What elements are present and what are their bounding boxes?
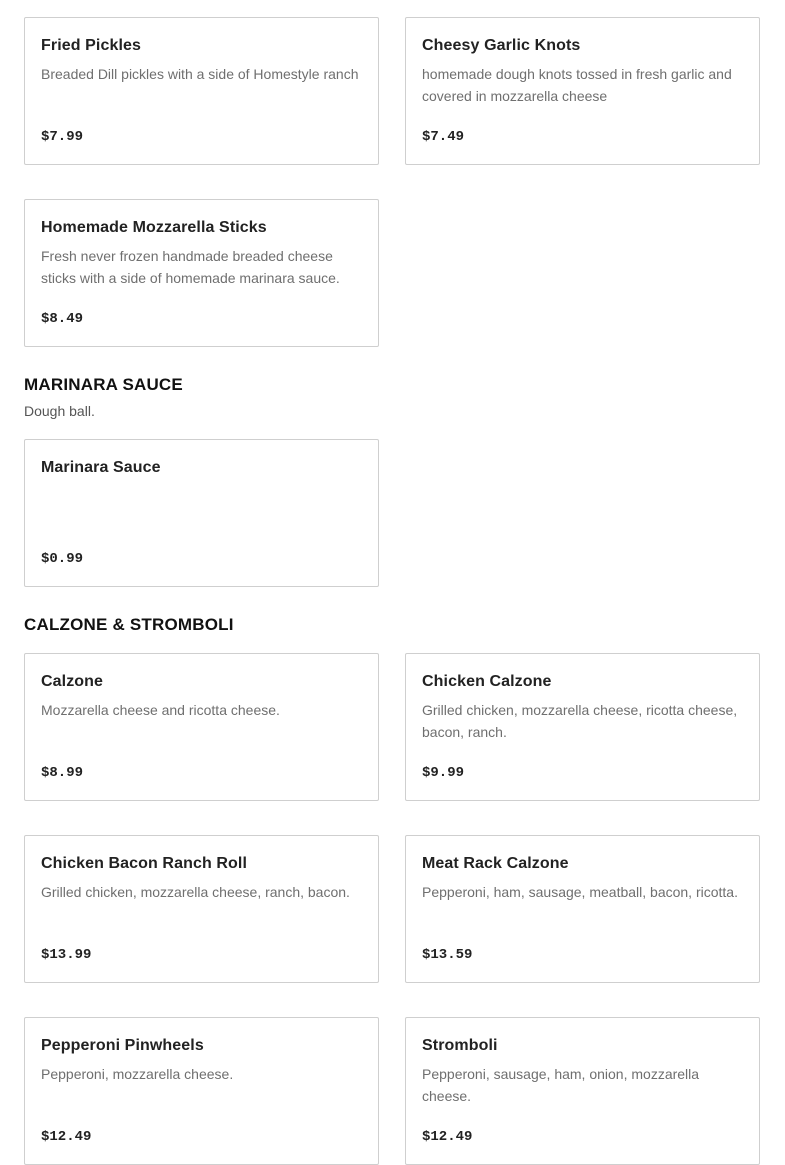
menu-item-name: Chicken Calzone — [422, 673, 552, 690]
menu-item-card-cheesy-garlic-knots[interactable] — [405, 17, 760, 165]
menu-item-description: Pepperoni, ham, sausage, meatball, bacon, ricotta. — [422, 884, 738, 900]
menu-item-price: $13.99 — [41, 947, 92, 963]
menu-item-name: Calzone — [41, 673, 104, 690]
menu-item-description: homemade dough knots tossed in fresh garlic and covered in mozzarella cheese — [422, 66, 732, 104]
menu-item-price: $9.99 — [422, 765, 465, 781]
section-title-marinara-sauce: MARINARA SAUCE — [24, 375, 183, 394]
menu-item-card-calzone[interactable] — [24, 653, 379, 801]
menu-item-description: Grilled chicken, mozzarella cheese, ranch, bacon. — [41, 884, 350, 900]
menu-item-price: $12.49 — [422, 1129, 473, 1145]
menu-item-description: Breaded Dill pickles with a side of Homestyle ranch — [41, 66, 359, 82]
menu-item-name: Cheesy Garlic Knots — [422, 37, 581, 54]
menu-item-price: $8.99 — [41, 765, 84, 781]
menu-item-price: $7.99 — [41, 129, 84, 145]
menu-item-card-stromboli[interactable] — [405, 1017, 760, 1165]
menu-item-name: Marinara Sauce — [41, 459, 161, 476]
menu-item-name: Stromboli — [422, 1037, 498, 1054]
section-subtitle-marinara-sauce: Dough ball. — [24, 403, 95, 419]
menu-item-name: Pepperoni Pinwheels — [41, 1037, 204, 1054]
menu-item-card-marinara-sauce[interactable] — [24, 439, 379, 587]
menu-item-card-meat-rack-calzone[interactable] — [405, 835, 760, 983]
menu-item-card-fried-pickles[interactable] — [24, 17, 379, 165]
menu-item-price: $0.99 — [41, 551, 84, 567]
menu-item-card-chicken-calzone[interactable] — [405, 653, 760, 801]
menu-item-price: $7.49 — [422, 129, 465, 145]
menu-item-price: $12.49 — [41, 1129, 92, 1145]
menu-item-card-mozzarella-sticks[interactable] — [24, 199, 379, 347]
menu-item-name: Fried Pickles — [41, 37, 142, 54]
menu-item-description: Pepperoni, sausage, ham, onion, mozzarella cheese. — [422, 1066, 700, 1104]
menu-item-name: Chicken Bacon Ranch Roll — [41, 855, 247, 872]
menu-item-price: $8.49 — [41, 311, 84, 327]
menu-item-description: Grilled chicken, mozzarella cheese, ricotta cheese, bacon, ranch. — [422, 702, 738, 740]
menu-item-name: Homemade Mozzarella Sticks — [41, 219, 267, 236]
menu-item-description: Fresh never frozen handmade breaded cheese sticks with a side of homemade marinara sauce. — [41, 248, 340, 286]
menu-item-card-chicken-bacon-ranch-roll[interactable] — [24, 835, 379, 983]
menu-item-card-pepperoni-pinwheels[interactable] — [24, 1017, 379, 1165]
menu-item-description: Mozzarella cheese and ricotta cheese. — [41, 702, 280, 718]
menu-item-description: Pepperoni, mozzarella cheese. — [41, 1066, 234, 1082]
menu-item-price: $13.59 — [422, 947, 473, 963]
menu-item-name: Meat Rack Calzone — [422, 855, 569, 872]
section-title-calzone-stromboli: CALZONE & STROMBOLI — [24, 615, 234, 634]
